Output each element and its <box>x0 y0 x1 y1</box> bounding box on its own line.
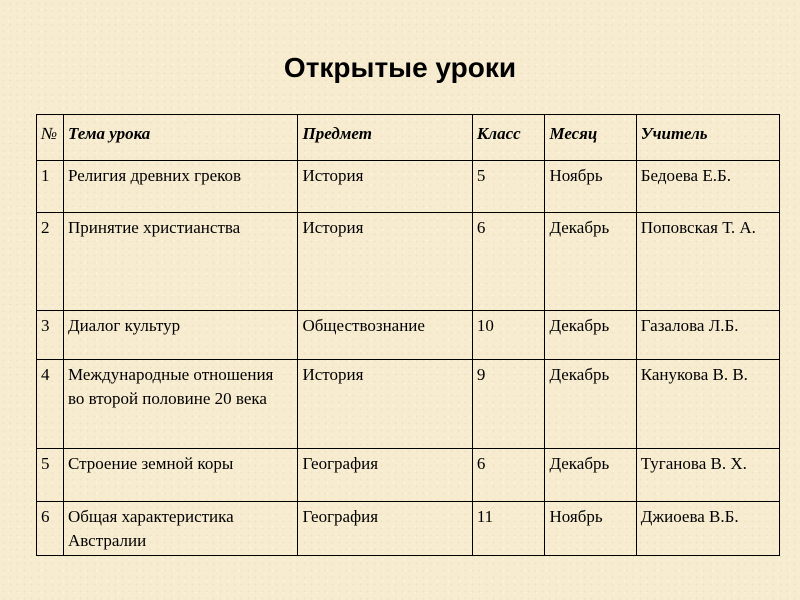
cell-topic: Строение земной коры <box>63 449 298 502</box>
cell-month: Ноябрь <box>545 161 636 213</box>
cell-subject: География <box>298 449 472 502</box>
header-class: Класс <box>472 115 545 161</box>
cell-subject: География <box>298 502 472 556</box>
cell-topic: Общая характеристика Австралии <box>63 502 298 556</box>
header-teacher: Учитель <box>636 115 779 161</box>
cell-number: 2 <box>37 213 64 311</box>
cell-month: Декабрь <box>545 213 636 311</box>
cell-month: Декабрь <box>545 311 636 360</box>
cell-teacher: Туганова В. Х. <box>636 449 779 502</box>
cell-number: 6 <box>37 502 64 556</box>
cell-subject: История <box>298 161 472 213</box>
cell-class: 11 <box>472 502 545 556</box>
cell-class: 5 <box>472 161 545 213</box>
cell-class: 10 <box>472 311 545 360</box>
cell-topic: Принятие христианства <box>63 213 298 311</box>
header-topic: Тема урока <box>63 115 298 161</box>
cell-subject: История <box>298 360 472 449</box>
page-title: Открытые уроки <box>283 52 517 83</box>
table-row <box>37 502 780 556</box>
cell-teacher: Джиоева В.Б. <box>636 502 779 556</box>
cell-number: 4 <box>37 360 64 449</box>
cell-teacher: Канукова В. В. <box>636 360 779 449</box>
cell-teacher: Бедоева Е.Б. <box>636 161 779 213</box>
table-row <box>37 161 780 213</box>
cell-topic: Международные отношения во второй половине 20 века <box>63 360 298 449</box>
cell-number: 3 <box>37 311 64 360</box>
cell-subject: История <box>298 213 472 311</box>
header-month: Месяц <box>545 115 636 161</box>
cell-teacher: Поповская Т. А. <box>636 213 779 311</box>
cell-topic: Диалог культур <box>63 311 298 360</box>
header-number: № <box>37 115 64 161</box>
table-row <box>37 311 780 360</box>
header-subject: Предмет <box>298 115 472 161</box>
table-header-row <box>37 115 780 161</box>
cell-month: Декабрь <box>545 360 636 449</box>
cell-class: 9 <box>472 360 545 449</box>
cell-topic: Религия древних греков <box>63 161 298 213</box>
cell-class: 6 <box>472 449 545 502</box>
table-row <box>37 449 780 502</box>
cell-month: Ноябрь <box>545 502 636 556</box>
cell-number: 1 <box>37 161 64 213</box>
cell-subject: Обществознание <box>298 311 472 360</box>
cell-teacher: Газалова Л.Б. <box>636 311 779 360</box>
cell-number: 5 <box>37 449 64 502</box>
lessons-table <box>36 114 780 556</box>
cell-class: 6 <box>472 213 545 311</box>
table-row <box>37 360 780 449</box>
table-row <box>37 213 780 311</box>
cell-month: Декабрь <box>545 449 636 502</box>
